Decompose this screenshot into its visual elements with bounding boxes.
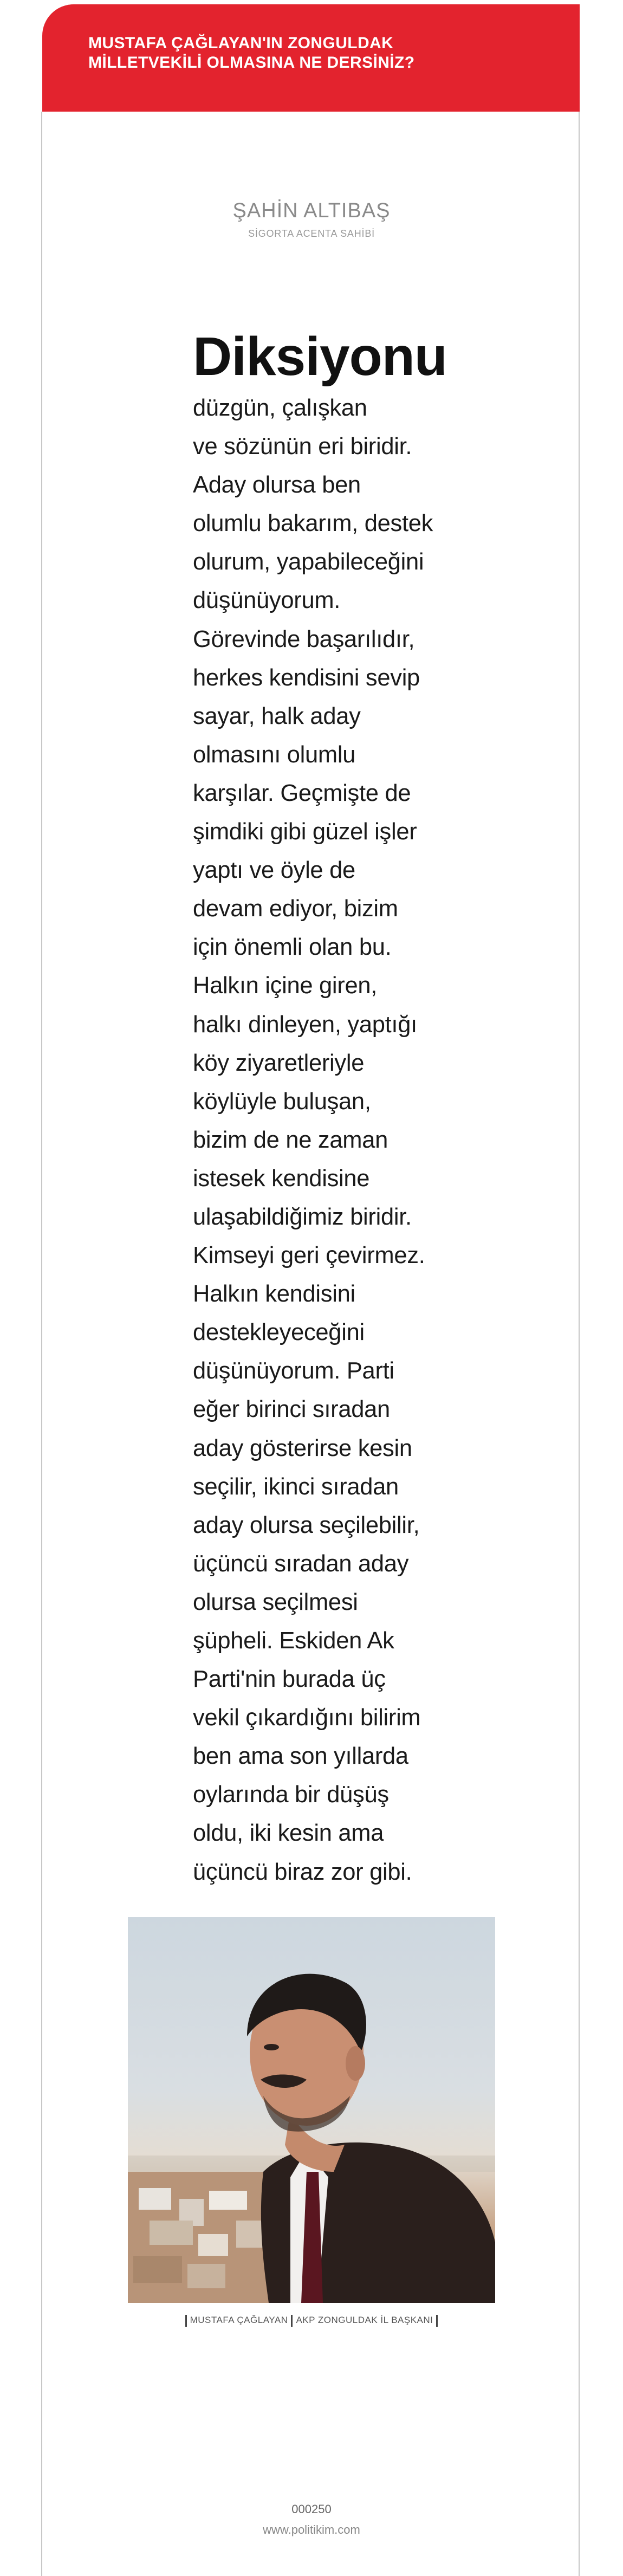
- article-body-line: halkı dinleyen, yaptığı: [193, 1011, 417, 1038]
- caption-divider: [291, 2315, 293, 2327]
- article-body-line: köy ziyaretleriyle: [193, 1050, 365, 1076]
- author-title: SİGORTA ACENTA SAHİBİ: [248, 228, 375, 239]
- article-body-line: olurum, yapabileceğini: [193, 549, 424, 575]
- article-body-line: oylarında bir düşüş: [193, 1782, 389, 1808]
- article-body-line: bizim de ne zaman: [193, 1127, 388, 1153]
- article-body-line: istesek kendisine: [193, 1165, 370, 1192]
- article-body-line: Halkın kendisini: [193, 1281, 355, 1308]
- left-column-rule: [41, 112, 42, 2576]
- article-body-line: herkes kendisini sevip: [193, 664, 420, 691]
- article-body-line: Parti'nin burada üç: [193, 1666, 386, 1693]
- article-body-line: aday gösterirse kesin: [193, 1435, 412, 1461]
- article-body-line: seçilir, ikinci sıradan: [193, 1473, 399, 1500]
- caption-name: MUSTAFA ÇAĞLAYAN: [190, 2315, 288, 2325]
- article-body-line: Görevinde başarılıdır,: [193, 626, 415, 652]
- article-body-line: yaptı ve öyle de: [193, 857, 355, 884]
- article-body-line: şüpheli. Eskiden Ak: [193, 1628, 394, 1654]
- caption-divider: [185, 2315, 187, 2327]
- banner-title-line-2: MİLLETVEKİLİ OLMASINA NE DERSİNİZ?: [88, 54, 415, 72]
- article-body-line: düşünüyorum. Parti: [193, 1358, 394, 1384]
- article-body-line: eğer birinci sıradan: [193, 1396, 390, 1423]
- article-body-line: şimdiki gibi güzel işler: [193, 819, 417, 845]
- article-body-line: destekleyeceğini: [193, 1319, 365, 1346]
- website-link[interactable]: www.politikim.com: [263, 2523, 360, 2536]
- article-body-line: aday olursa seçilebilir,: [193, 1512, 420, 1538]
- caption-role: AKP ZONGULDAK İL BAŞKANI: [296, 2315, 433, 2325]
- article-body-line: Kimseyi geri çevirmez.: [193, 1242, 425, 1269]
- article-body-line: düşünüyorum.: [193, 587, 341, 614]
- portrait-photo-icon: [128, 1917, 495, 2303]
- article-body-line: ben ama son yıllarda: [193, 1743, 408, 1770]
- banner-title-line-1: MUSTAFA ÇAĞLAYAN'IN ZONGULDAK: [88, 34, 394, 52]
- article-body-line: ve sözünün eri biridir.: [193, 433, 412, 460]
- article-body-line: oldu, iki kesin ama: [193, 1820, 384, 1847]
- article-body-line: olursa seçilmesi: [193, 1589, 358, 1615]
- portrait-photo: [128, 1917, 495, 2303]
- article-body-line: devam ediyor, bizim: [193, 896, 398, 922]
- article-body-line: Halkın içine giren,: [193, 973, 378, 999]
- article-body-line: için önemli olan bu.: [193, 934, 392, 961]
- article-body: [193, 389, 442, 1892]
- article-body-line: olumlu bakarım, destek: [193, 510, 433, 537]
- caption-divider: [436, 2315, 438, 2327]
- headline-banner: [42, 4, 580, 112]
- article-body-line: olmasını olumlu: [193, 741, 356, 768]
- article-body-line: üçüncü biraz zor gibi.: [193, 1859, 412, 1885]
- article-body-line: köylüyle buluşan,: [193, 1088, 371, 1115]
- article-body-line: vekil çıkardığını bilirim: [193, 1705, 421, 1731]
- article-body-line: ulaşabildiğimiz biridir.: [193, 1203, 412, 1230]
- article-body-line: Aday olursa ben: [193, 472, 361, 499]
- article-body-line: sayar, halk aday: [193, 703, 361, 729]
- photo-caption: [0, 2314, 623, 2327]
- right-column-rule: [579, 112, 580, 2576]
- article-body-line: üçüncü sıradan aday: [193, 1550, 409, 1577]
- page-number: 000250: [291, 2502, 332, 2516]
- article-headline: Diksiyonu: [193, 326, 447, 387]
- article-body-line: düzgün, çalışkan: [193, 395, 367, 421]
- author-name: ŞAHİN ALTIBAŞ: [232, 199, 391, 222]
- article-body-line: karşılar. Geçmişte de: [193, 780, 411, 806]
